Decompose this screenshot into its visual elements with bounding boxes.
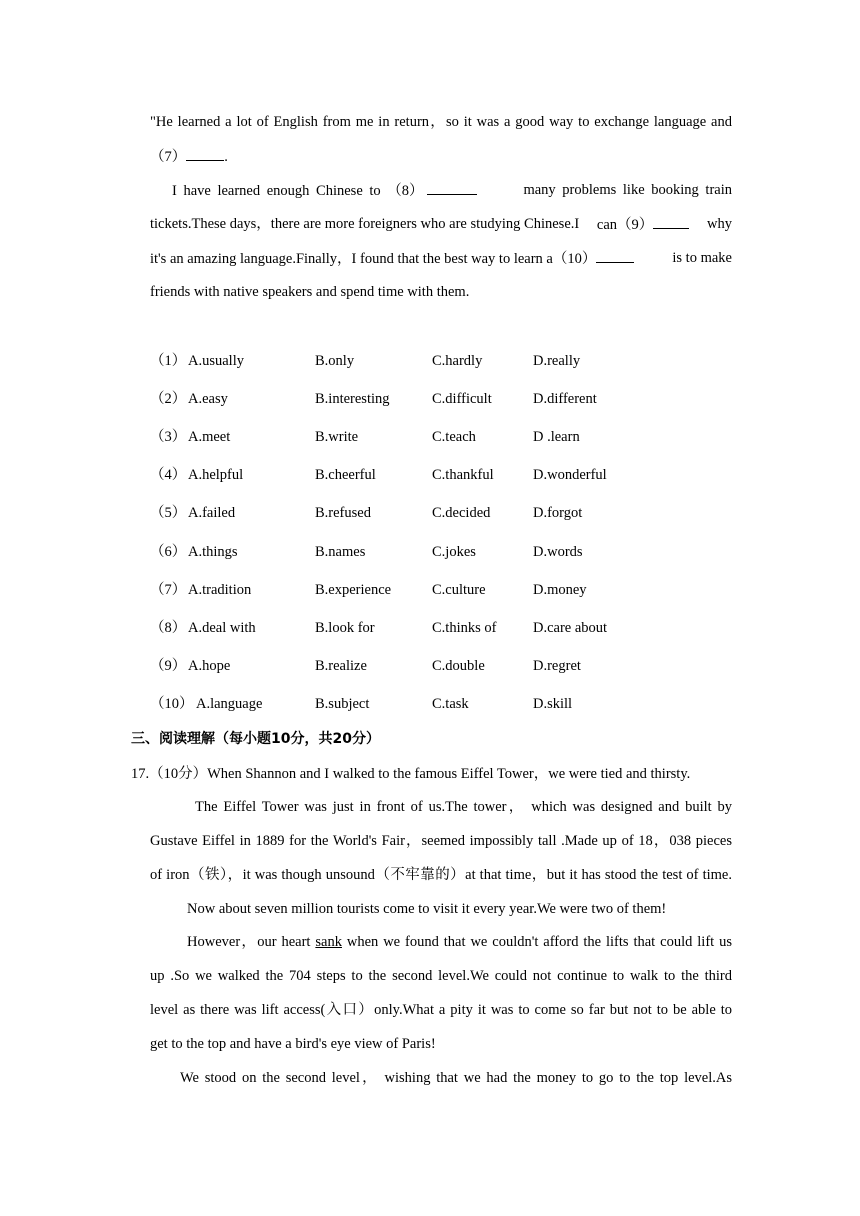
p2-line2-text-a: tickets.These days，there are more foreigners who are studying Chinese.I	[150, 216, 580, 232]
option-a: A.things	[188, 544, 238, 560]
p2-line2-text-c: why	[707, 216, 732, 232]
option-d: D.different	[533, 391, 597, 407]
option-c: C.task	[432, 696, 469, 712]
q17-line-1: 17.（10分）When Shannon and I walked to the famous Eiffel Tower，we were tied and thirsty.	[131, 766, 691, 782]
option-number: （5）	[150, 505, 187, 521]
option-a: A.easy	[188, 391, 228, 407]
option-number: （4）	[150, 467, 187, 483]
option-a: A.failed	[188, 505, 236, 521]
q17-line-4: of iron（铁），it was though unsound（不牢靠的）at that time，but it has stood the test of time.	[150, 867, 732, 883]
blank-8	[427, 180, 477, 195]
option-c: C.thankful	[432, 467, 494, 483]
blank-7	[186, 146, 224, 161]
option-d: D.forgot	[533, 505, 583, 521]
p2-line3-text-b: is to make	[672, 250, 732, 266]
q17-line-9: get to the top and have a bird's eye view of Paris!	[150, 1036, 436, 1052]
option-a: A.language	[196, 696, 263, 712]
option-c: C.decided	[432, 505, 491, 521]
option-a: A.helpful	[188, 467, 244, 483]
blank-9	[653, 214, 689, 229]
p2-line1-text-a: I have learned enough Chinese to （8）	[172, 183, 424, 199]
option-d: D.wonderful	[533, 467, 607, 483]
option-number: （3）	[150, 429, 187, 445]
p2-line1-text-b: many problems like booking train	[523, 182, 732, 198]
line-end-period: .	[224, 149, 228, 165]
option-c: C.culture	[432, 582, 486, 598]
option-number: （10）	[150, 696, 194, 712]
option-d: D.words	[533, 544, 583, 560]
option-b: B.interesting	[315, 391, 390, 407]
q17-line6-underlined: sank	[315, 934, 342, 950]
option-number: （2）	[150, 391, 187, 407]
option-number: （8）	[150, 620, 187, 636]
option-number: （9）	[150, 658, 187, 674]
option-number: （6）	[150, 544, 187, 560]
option-b: B.experience	[315, 582, 392, 598]
p2-line2-text-b: can（9）	[596, 217, 654, 233]
q17-line6-a: However，our heart	[187, 934, 316, 950]
option-c: C.jokes	[432, 544, 476, 560]
passage-p2-line-3	[150, 248, 732, 269]
passage-p2-line-4: friends with native speakers and spend time with them.	[150, 284, 470, 300]
option-d: D.regret	[533, 658, 581, 674]
option-a: A.meet	[188, 429, 231, 445]
option-number: （7）	[150, 582, 187, 598]
q17-line-8: level as there was lift access(入口）only.What a pity it was to come so far but not to be able to	[150, 1002, 732, 1018]
option-a: A.usually	[188, 353, 244, 369]
option-b: B.write	[315, 429, 359, 445]
section-heading: 三、阅读理解（每小题10分，共20分）	[131, 731, 380, 747]
option-a: A.hope	[188, 658, 231, 674]
option-b: B.subject	[315, 696, 370, 712]
passage-p2-line-2	[150, 214, 732, 235]
q17-line-5: Now about seven million tourists come to visit it every year.We were two of them!	[187, 901, 667, 917]
q17-line-7: up .So we walked the 704 steps to the second level.We could not continue to walk to the third	[150, 968, 732, 984]
option-c: C.hardly	[432, 353, 483, 369]
option-b: B.cheerful	[315, 467, 376, 483]
option-b: B.refused	[315, 505, 371, 521]
option-c: C.thinks of	[432, 620, 497, 636]
option-a: A.tradition	[188, 582, 252, 598]
passage-line-1: "He learned a lot of English from me in return，so it was a good way to exchange language and	[150, 114, 732, 130]
option-b: B.only	[315, 353, 355, 369]
p2-line3-text-a: it's an amazing language.Finally，I found that the best way to learn a（10）	[150, 251, 597, 267]
option-b: B.realize	[315, 658, 367, 674]
option-d: D.care about	[533, 620, 608, 636]
option-b: B.names	[315, 544, 366, 560]
option-c: C.teach	[432, 429, 476, 445]
option-d: D .learn	[533, 429, 580, 445]
option-d: D.really	[533, 353, 581, 369]
option-c: C.double	[432, 658, 485, 674]
option-d: D.money	[533, 582, 587, 598]
q17-line-3: Gustave Eiffel in 1889 for the World's Fair，seemed impossibly tall .Made up of 18，038 pieces	[150, 833, 732, 849]
q17-line-6	[187, 932, 732, 952]
q17-line-10: We stood on the second level， wishing that we had the money to go to the top level.As	[180, 1070, 732, 1086]
q17-line6-b: when we found that we couldn't afford the lifts that could lift us	[341, 934, 732, 950]
option-number: （1）	[150, 353, 187, 369]
blank-number-7: （7）	[150, 149, 187, 165]
option-c: C.difficult	[432, 391, 492, 407]
blank-10	[596, 248, 634, 263]
passage-p2-line-1	[172, 180, 732, 201]
q17-line-2: The Eiffel Tower was just in front of us.The tower， which was designed and built by	[195, 799, 732, 815]
option-a: A.deal with	[188, 620, 256, 636]
option-d: D.skill	[533, 696, 573, 712]
passage-line-2	[150, 146, 228, 167]
option-b: B.look for	[315, 620, 375, 636]
